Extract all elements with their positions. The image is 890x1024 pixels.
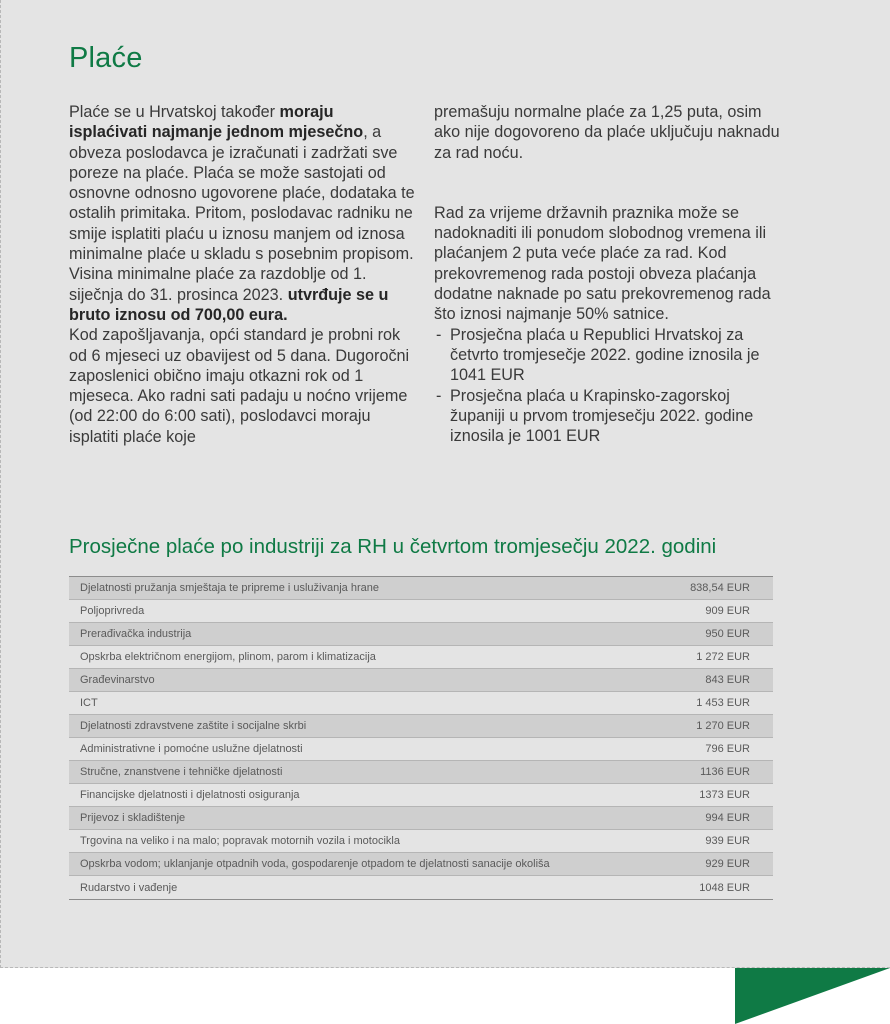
industry-name: ICT	[80, 697, 98, 709]
table-row	[69, 853, 773, 876]
industry-name: Stručne, znanstvene i tehničke djelatnosti	[80, 766, 283, 778]
average-wage-list	[434, 325, 784, 447]
average-wage-value: 939 EUR	[705, 835, 750, 847]
table-row	[69, 830, 773, 853]
page-title: Plaće	[69, 42, 143, 74]
average-wage-value: 1 453 EUR	[696, 697, 750, 709]
table-row	[69, 692, 773, 715]
left-text-column	[69, 102, 415, 447]
table-row	[69, 669, 773, 692]
text-run: Plaće se u Hrvatskoj također	[69, 103, 280, 121]
industry-name: Djelatnosti pružanja smještaja te pripreme i usluživanja hrane	[80, 582, 379, 594]
right-text-column	[434, 102, 784, 446]
corner-triangle-decoration	[735, 968, 890, 1024]
table-row	[69, 646, 773, 669]
average-wage-value: 950 EUR	[705, 628, 750, 640]
table-row	[69, 876, 773, 899]
industry-name: Prijevoz i skladištenje	[80, 812, 186, 824]
table-row	[69, 807, 773, 830]
paragraph-employment: Kod zapošljavanja, opći standard je probni rok od 6 mjeseci uz obavijest od 5 dana. Dugoročni zaposlenici obično imaju otkazni rok od 1 mjeseca. Ako radni sati padaju u noćno vrijeme (od 22:00 do 6:00 sati), poslodavci moraju isplatiti plaće koje	[69, 326, 410, 446]
paragraph-night-work: premašuju normalne plaće za 1,25 puta, osim ako nije dogovoreno da plaće uključuju naknadu za rad noću.	[434, 103, 780, 162]
industry-name: Financijske djelatnosti i djelatnosti osiguranja	[80, 789, 300, 801]
average-wage-value: 1 270 EUR	[696, 720, 750, 732]
industry-name: Prerađivačka industrija	[80, 628, 192, 640]
paragraph-payment-rules	[69, 102, 415, 264]
text-run: Visina minimalne plaće za razdoblje od 1. siječnja do 31. prosinca 2023.	[69, 265, 367, 304]
text-run: , a obveza poslodavca je izračunati i zadržati sve poreze na plaće. Plaća se može sastojati od osnovne odnosno ugovorene plaće, dodataka te ostalih primitaka. Pritom, poslodavac radniku ne smije isplatiti plaću u iznosu manjem od iznosa minimalne plaće u skladu s posebnim propisom.	[69, 123, 415, 264]
list-item: - Prosječna plaća u Krapinsko-zagorskoj županiji u prvom tromjesečju 2022. godine iznosila je 1001 EUR	[434, 386, 784, 447]
paragraph-holiday-work: Rad za vrijeme državnih praznika može se nadoknaditi ili ponudom slobodnog vremena ili plaćanjem 2 puta veće plaće za rad. Kod prekovremenog rada postoji obveza plaćanja dodatne naknade po satu prekovremenog rada što iznosi najmanje 50% satnice.	[434, 203, 771, 324]
table-row	[69, 761, 773, 784]
industry-name: Opskrba električnom energijom, plinom, parom i klimatizacija	[80, 651, 376, 663]
industry-name: Rudarstvo i vađenje	[80, 881, 178, 894]
industry-name: Trgovina na veliko i na malo; popravak motornih vozila i motocikla	[80, 835, 400, 847]
table-row	[69, 715, 773, 738]
table-row	[69, 738, 773, 761]
table-title: Prosječne plaće po industriji za RH u četvrtom tromjesečju 2022. godini	[69, 535, 717, 558]
average-wage-value: 843 EUR	[705, 674, 750, 686]
average-wage-value: 796 EUR	[705, 743, 750, 755]
table-row	[69, 600, 773, 623]
table-row	[69, 784, 773, 807]
industry-name: Opskrba vodom; uklanjanje otpadnih voda, gospodarenje otpadom te djelatnosti sanacije okoliša	[80, 858, 550, 870]
wage-table	[69, 576, 773, 900]
paragraph-minimum-wage	[69, 264, 415, 325]
average-wage-value: 1373 EUR	[699, 789, 750, 801]
average-wage-value: 929 EUR	[705, 858, 750, 870]
industry-name: Građevinarstvo	[80, 674, 155, 686]
average-wage-value: 1048 EUR	[699, 881, 750, 894]
list-item: - Prosječna plaća u Republici Hrvatskoj za četvrto tromjesečje 2022. godine iznosila je 1041 EUR	[434, 325, 784, 386]
table-row	[69, 623, 773, 646]
bold-text-run: utvrđuje se u bruto iznosu od 700,00 eura.	[69, 285, 389, 324]
bold-text-run: moraju isplaćivati najmanje jednom mjesečno	[69, 103, 364, 142]
industry-name: Poljoprivreda	[80, 605, 145, 617]
average-wage-value: 1 272 EUR	[696, 651, 750, 663]
industry-name: Administrativne i pomoćne uslužne djelatnosti	[80, 743, 303, 755]
average-wage-value: 909 EUR	[705, 605, 750, 617]
average-wage-value: 1136 EUR	[700, 766, 750, 778]
table-row	[69, 577, 773, 600]
average-wage-value: 838,54 EUR	[690, 582, 750, 594]
paragraph-spacer	[434, 163, 784, 203]
industry-name: Djelatnosti zdravstvene zaštite i socijalne skrbi	[80, 720, 307, 732]
average-wage-value: 994 EUR	[705, 812, 750, 824]
